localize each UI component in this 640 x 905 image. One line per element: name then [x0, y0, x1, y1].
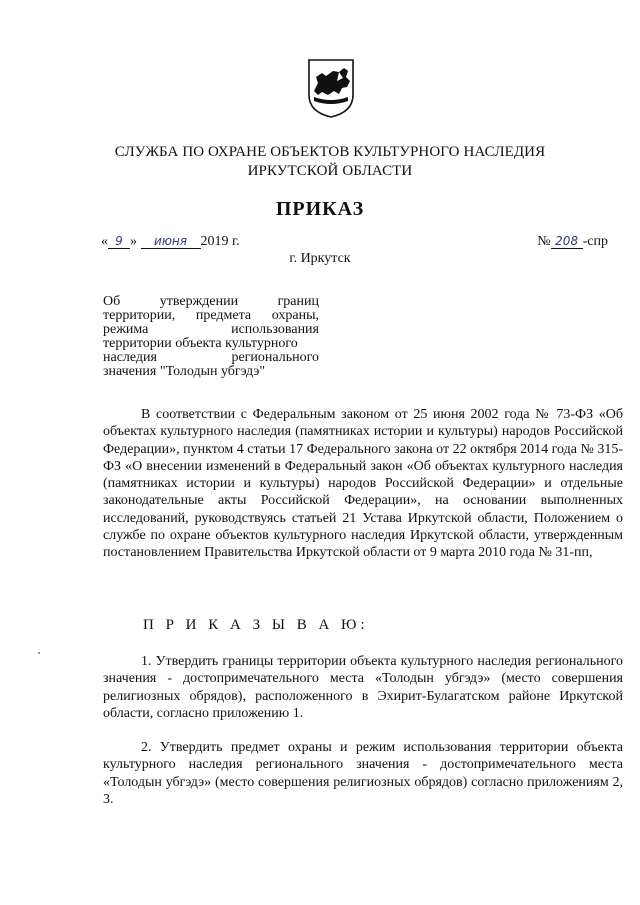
order-subject	[103, 295, 319, 379]
date-close-quote: »	[130, 234, 137, 249]
subject-line: режима использования	[103, 322, 319, 337]
irkutsk-coat-of-arms-icon	[306, 57, 356, 119]
order-number	[537, 234, 608, 250]
subject-line: наследия регионального	[103, 350, 319, 365]
subject-line: значения "Толодын убгэдэ"	[103, 364, 266, 379]
agency-name	[80, 143, 580, 181]
preamble-paragraph: В соответствии с Федеральным законом от 25 июня 2002 года № 73-ФЗ «Об объектах культурного наследия (памятниках истории и культуры) народов Российской Федерации», пунктом 4 статьи 17 Федерального закона от 22 октября 2014 года № 315-ФЗ «О внесении изменений в Федеральный закон «Об объектах культурного наследия (памятниках истории и культуры) народов Российской Федерации» и отдельные законодательные акты Российской Федерации», на основании выполненных исследований, руководствуясь статьей 21 Устава Иркутской области, Положением о службе по охране объектов культурного наследия Иркутской области, утвержденным постановлением Правительства Иркутской области от 9 марта 2010 года № 31-пп,	[103, 407, 623, 561]
agency-line-2: ИРКУТСКОЙ ОБЛАСТИ	[247, 163, 413, 179]
number-value: 208	[551, 234, 583, 249]
number-suffix: -спр	[582, 234, 608, 249]
city: г. Иркутск	[289, 251, 351, 266]
order-word: П Р И К А З Ы В А Ю:	[143, 617, 369, 633]
order-item-1: 1. Утвердить границы территории объекта культурного наследия регионального значения - достопримечательного места «Толодын убгэдэ» (место совершения религиозных обрядов), расположенного в Эхирит-Булагатском районе Иркутской области, согласно приложению 1.	[103, 654, 623, 721]
subject-line: территории объекта культурного	[103, 336, 298, 351]
order-item-2: 2. Утвердить предмет охраны и режим использования территории объекта культурного наследия регионального значения - достопримечательного места «Толодын убгэдэ» (место совершения религиозных обрядов) согласно приложениям 2, 3.	[103, 740, 623, 807]
order-date	[101, 234, 240, 250]
date-open-quote: «	[101, 234, 108, 249]
document-title: ПРИКАЗ	[275, 198, 365, 220]
date-month: июня	[141, 234, 201, 249]
agency-line-1: СЛУЖБА ПО ОХРАНЕ ОБЪЕКТОВ КУЛЬТУРНОГО НАСЛЕДИЯ	[114, 144, 546, 160]
scan-speck	[38, 652, 40, 654]
subject-line: Об утверждении границ	[103, 294, 319, 309]
date-day: 9	[108, 234, 130, 249]
subject-line: территории, предмета охраны,	[103, 308, 319, 323]
number-prefix: №	[537, 234, 551, 249]
date-year: 2019 г.	[200, 234, 240, 249]
